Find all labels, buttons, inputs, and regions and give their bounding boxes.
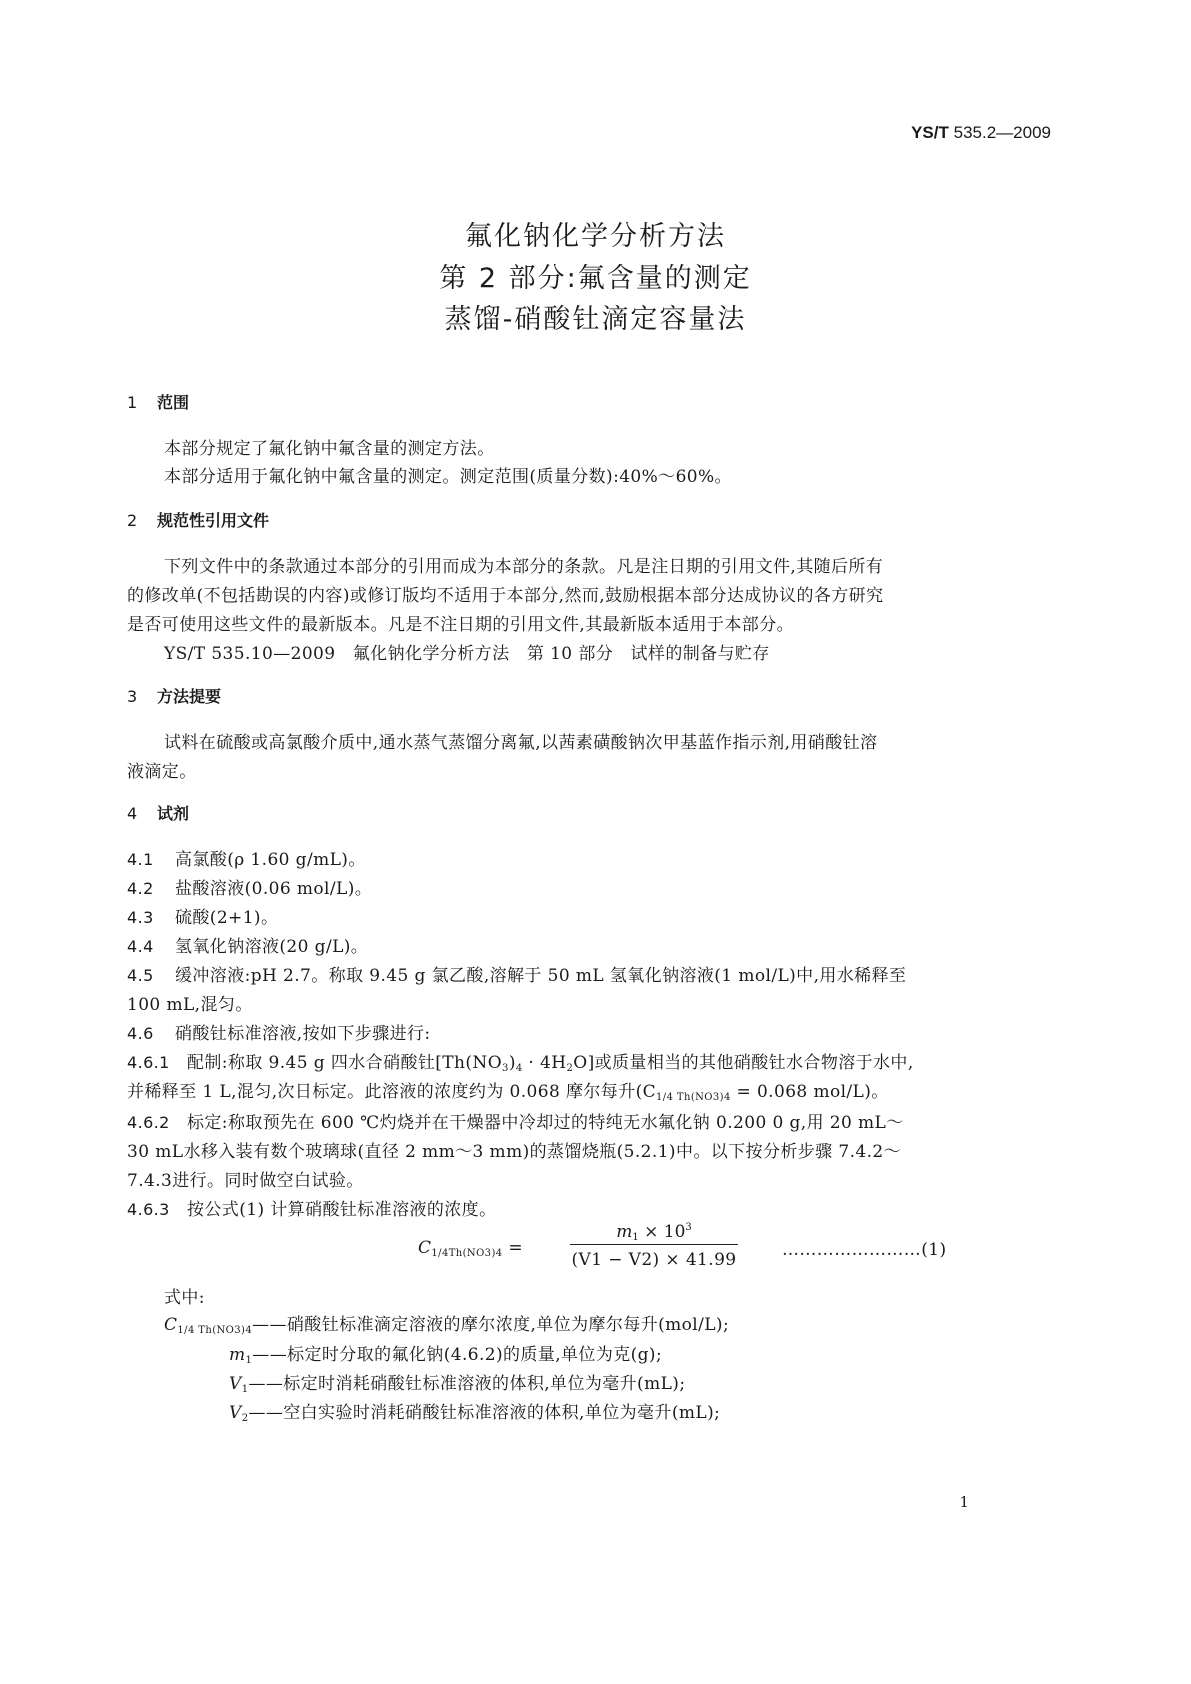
standard-prefix: YS/T [911,123,949,142]
clause-4-5-cont: 100 mL,混匀。 [127,995,253,1015]
clause-text: = 0.068 mol/L)。 [730,1082,889,1102]
definition-text: ——空白实验时消耗硝酸钍标准溶液的体积,单位为毫升(mL); [248,1403,721,1423]
section-4-heading [127,801,189,824]
s2-reference: YS/T 535.10—2009 氟化钠化学分析方法 第 10 部分 试样的制备与贮存 [164,644,770,664]
clause-4-6-2-cont-2: 7.4.3进行。同时做空白试验。 [127,1171,364,1191]
formula-symbol: V [229,1403,242,1423]
section-number: 3 [127,687,138,706]
s2-line-2: 的修改单(不包括勘误的内容)或修订版均不适用于本部分,然而,鼓励根据本部分达成协议的各方研究 [127,586,884,606]
definition-c [164,1310,729,1336]
clause-text: ) [508,1053,516,1073]
formula-denominator: (V1 − V2) × 41.99 [571,1250,737,1270]
subscript: 1/4 Th(NO3)4 [656,1092,731,1103]
clause-4-6-3 [127,1195,496,1220]
clause-4-6-2-cont-1: 30 mL水移入装有数个玻璃球(直径 2 mm～3 mm)的蒸馏烧瓶(5.2.1)中。以下按分析步骤 7.4.2～ [127,1142,902,1162]
clause-4-4 [127,932,368,957]
subscript: 1 [241,1384,249,1395]
clause-text: 硝酸钍标准溶液,按如下步骤进行: [175,1024,431,1044]
clause-text: 高氯酸(ρ 1.60 g/mL)。 [175,850,366,870]
clause-4-1 [127,845,366,870]
clause-4-5 [127,961,906,986]
where-label: 式中: [164,1288,205,1308]
fraction-bar [570,1244,738,1245]
title-line-3: 蒸馏-硝酸钍滴定容量法 [444,304,747,335]
definition-text: ——标定时消耗硝酸钍标准溶液的体积,单位为毫升(mL); [248,1374,686,1394]
title-line-2: 第 2 部分:氟含量的测定 [439,263,752,294]
section-number: 1 [127,393,138,412]
subscript: 4 [515,1063,523,1074]
clause-4-3 [127,903,278,928]
clause-number: 4.1 [127,850,154,869]
clause-text: 配制:称取 9.45 g 四水合硝酸钍[Th(NO [187,1053,503,1073]
s2-line-1: 下列文件中的条款通过本部分的引用而成为本部分的条款。凡是注日期的引用文件,其随后所有 [164,557,884,577]
subscript: 1 [245,1355,253,1366]
clause-number: 4.5 [127,966,154,985]
section-1-heading [127,390,189,413]
page-number: 1 [959,1493,969,1511]
s3-line-1: 试料在硫酸或高氯酸介质中,通水蒸气蒸馏分离氟,以茜素磺酸钠次甲基蓝作指示剂,用硝酸钍溶 [164,733,878,753]
clause-4-6-2 [127,1108,904,1133]
subscript: 2 [241,1413,249,1424]
clause-number: 4.3 [127,908,154,927]
clause-4-6 [127,1019,431,1044]
standard-code: 535.2—2009 [953,123,1051,142]
formula-tag: ……………………(1) [782,1240,947,1260]
clause-text: 标定:称取预先在 600 ℃灼烧并在干燥器中冷却过的特纯无水氟化钠 0.200 0 g,用 20 mL～ [187,1113,904,1133]
section-number: 4 [127,804,138,823]
title-line-1: 氟化钠化学分析方法 [465,221,726,252]
section-title: 规范性引用文件 [157,511,270,530]
s2-line-3: 是否可使用这些文件的最新版本。凡是不注日期的引用文件,其最新版本适用于本部分。 [127,615,795,635]
clause-4-2 [127,874,372,899]
definition-text: ——标定时分取的氟化钠(4.6.2)的质量,单位为克(g); [252,1345,663,1365]
superscript: 3 [685,1222,692,1233]
definition-v2 [229,1398,720,1424]
section-2-heading [127,508,269,531]
clause-text: 并稀释至 1 L,混匀,次日标定。此溶液的浓度约为 0.068 摩尔每升(C [127,1082,657,1102]
clause-number: 4.6.2 [127,1113,170,1132]
clause-text: · 4H [522,1053,567,1073]
clause-number: 4.4 [127,937,154,956]
clause-4-6-1-cont [127,1077,889,1103]
s1-paragraph-1: 本部分规定了氟化钠中氟含量的测定方法。 [164,439,495,459]
s3-line-2: 液滴定。 [127,762,197,782]
definition-m1 [229,1340,662,1366]
subscript: 1/4 Th(NO3)4 [177,1325,253,1336]
formula-text: × 10 [638,1222,686,1242]
clause-number: 4.6 [127,1024,154,1043]
section-title: 方法提要 [157,687,222,706]
clause-text: O]或质量相当的其他硝酸钍水合物溶于水中, [573,1053,914,1073]
formula-symbol: m [616,1222,633,1242]
standard-number [911,123,1051,143]
definition-text: ——硝酸钍标准滴定溶液的摩尔浓度,单位为摩尔每升(mol/L); [252,1315,730,1335]
clause-text: 硫酸(2+1)。 [175,908,279,928]
clause-number: 4.6.3 [127,1200,170,1219]
subscript: 2 [566,1063,574,1074]
formula-symbol: V [229,1374,242,1394]
section-3-heading [127,684,221,707]
subscript: 3 [502,1063,509,1074]
clause-number: 4.2 [127,879,154,898]
clause-text: 盐酸溶液(0.06 mol/L)。 [175,879,373,899]
clause-number: 4.6.1 [127,1053,170,1072]
clause-text: 氢氧化钠溶液(20 g/L)。 [175,937,369,957]
formula-symbol: C [164,1315,178,1335]
section-title: 试剂 [157,804,190,823]
definition-v1 [229,1369,685,1395]
formula-lhs [418,1238,523,1259]
equals-sign: = [508,1238,523,1258]
clause-4-6-1 [127,1048,914,1074]
clause-text: 按公式(1) 计算硝酸钍标准溶液的浓度。 [187,1200,497,1220]
s1-paragraph-2: 本部分适用于氟化钠中氟含量的测定。测定范围(质量分数):40%～60%。 [164,467,732,487]
subscript: 1 [632,1232,639,1243]
clause-text: 缓冲溶液:pH 2.7。称取 9.45 g 氯乙酸,溶解于 50 mL 氢氧化钠溶液(1 mol/L)中,用水稀释至 [175,966,907,986]
formula-symbol: m [229,1345,246,1365]
section-title: 范围 [157,393,190,412]
formula-symbol: C [418,1238,432,1258]
section-number: 2 [127,511,138,530]
subscript: 1/4Th(NO3)4 [431,1248,503,1259]
formula-numerator [570,1222,738,1243]
